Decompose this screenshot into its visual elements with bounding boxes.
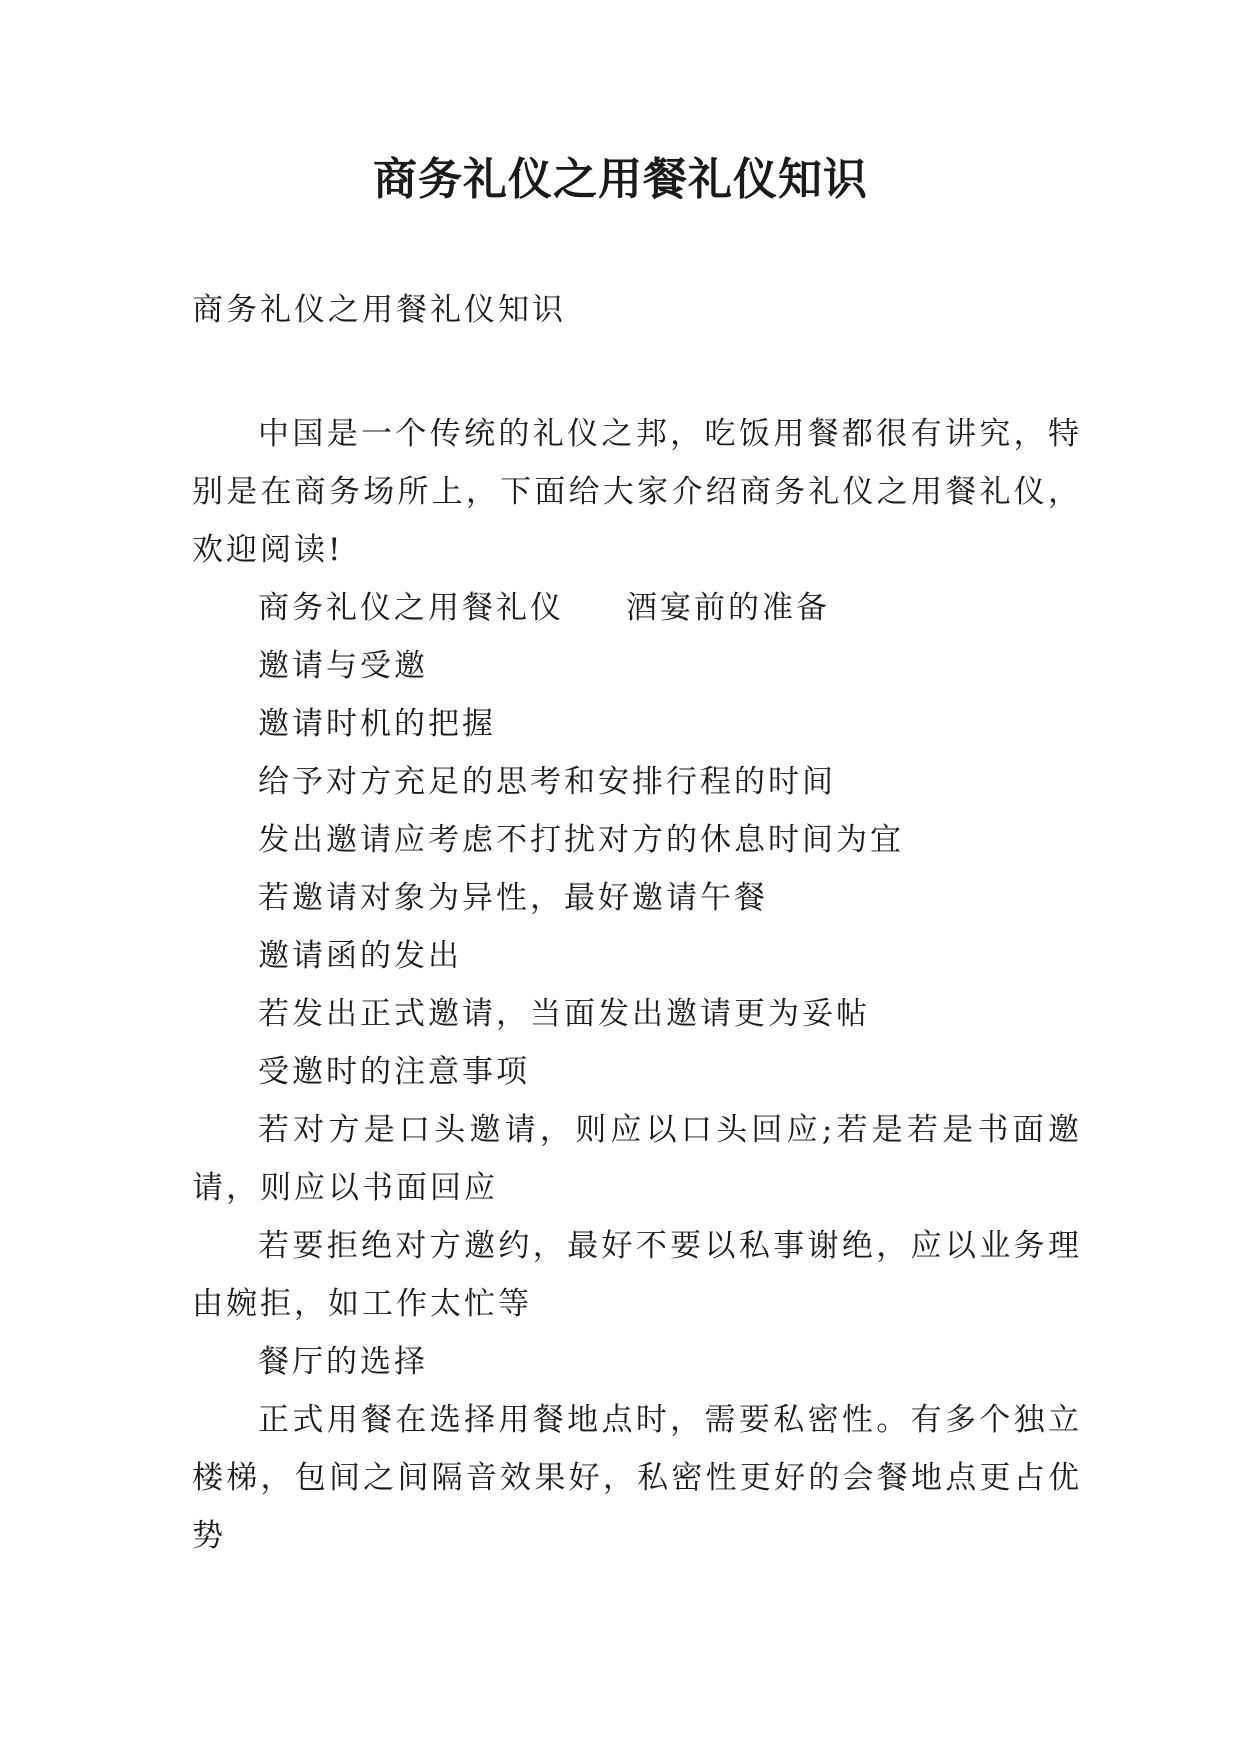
paragraph: 邀请函的发出 [258, 938, 462, 974]
section-heading [192, 579, 1082, 637]
paragraph: 邀请与受邀 [258, 648, 428, 684]
section-heading-left: 商务礼仪之用餐礼仪 [258, 590, 564, 626]
document-body [192, 405, 1082, 1565]
paragraph: 邀请时机的把握 [258, 706, 496, 742]
section-heading-right: 酒宴前的准备 [626, 590, 830, 626]
paragraph: 发出邀请应考虑不打扰对方的休息时间为宜 [258, 822, 904, 858]
paragraph: 受邀时的注意事项 [258, 1054, 530, 1090]
paragraph: 若对方是口头邀请，则应以口头回应;若是若是书面邀请，则应以书面回应 [192, 1112, 1082, 1206]
paragraph: 若要拒绝对方邀约，最好不要以私事谢绝，应以业务理由婉拒，如工作太忙等 [192, 1228, 1082, 1322]
document-subtitle: 商务礼仪之用餐礼仪知识 [192, 292, 566, 328]
page-title: 商务礼仪之用餐礼仪知识 [373, 154, 868, 205]
paragraph: 若邀请对象为异性，最好邀请午餐 [258, 880, 768, 916]
paragraph: 若发出正式邀请，当面发出邀请更为妥帖 [258, 996, 870, 1032]
paragraph: 正式用餐在选择用餐地点时，需要私密性。有多个独立楼梯，包间之间隔音效果好，私密性更好的会餐地点更占优势 [192, 1402, 1082, 1554]
paragraph: 给予对方充足的思考和安排行程的时间 [258, 764, 836, 800]
intro-paragraph: 中国是一个传统的礼仪之邦，吃饭用餐都很有讲究，特别是在商务场所上，下面给大家介绍商务礼仪之用餐礼仪，欢迎阅读! [192, 416, 1082, 568]
paragraph: 餐厅的选择 [258, 1344, 428, 1380]
